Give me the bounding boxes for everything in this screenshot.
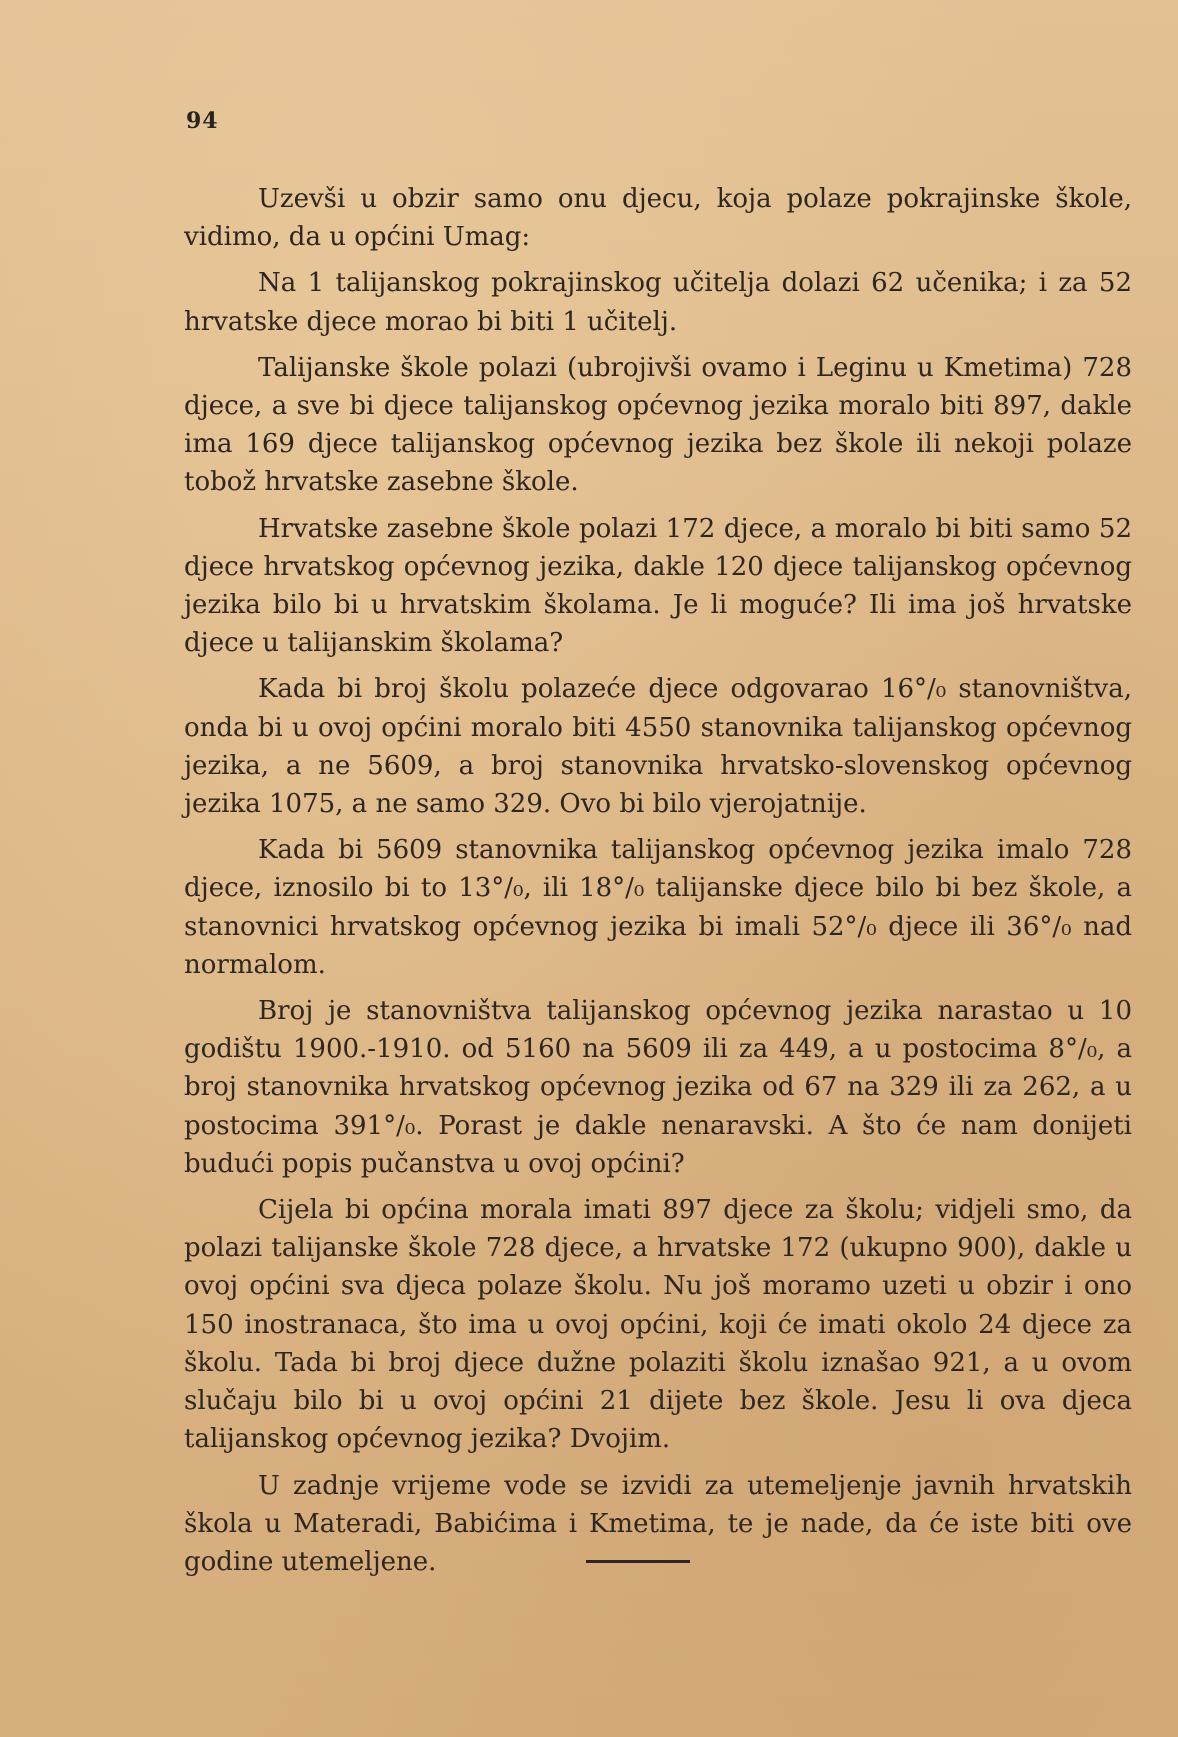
paragraph-1: Uzevši u obzir samo onu djecu, koja polaze pokrajinske škole, vidimo, da u općini Umag: <box>184 184 1132 253</box>
paragraph-6: Kada bi 5609 stanovnika talijanskog općevnog jezika imalo 728 djece, iznosilo bi to 13°/₀, ili 18°/₀ talijanske djece bilo bi bez škole, a stanovnici hrvatskog općevnog jezika bi imali 52°/₀ djece ili 36°/₀ nad normalom. <box>184 835 1132 980</box>
paragraph-8: Cijela bi općina morala imati 897 djece za školu; vidjeli smo, da polazi talijanske škole 728 djece, a hrvatske 172 (ukupno 900), dakle u ovoj općini sva djeca polaze školu. Nu još moramo uzeti u obzir i ono 150 inostranaca, što ima u ovoj općini, koji će imati okolo 24 djece za školu. Tada bi broj djece dužne polaziti školu iznašao 921, a u ovom slučaju bilo bi u ovoj općini 21 dijete bez škole. Jesu li ova djeca talijanskog općevnog jezika? Dvojim. <box>184 1195 1132 1455</box>
page-number: 94 <box>186 108 219 134</box>
paragraph-7: Broj je stanovništva talijanskog općevnog jezika narastao u 10 godištu 1900.-1910. od 5160 na 5609 ili za 449, a u postocima 8°/₀, a broj stanovnika hrvatskog općevnog jezika od 67 na 329 ili za 262, a u postocima 391°/₀. Porast je dakle nenaravski. A što će nam donijeti budući popis pučanstva u ovoj općini? <box>184 996 1132 1179</box>
paragraph-9: U zadnje vrijeme vode se izvidi za utemeljenje javnih hrvatskih škola u Materadi, Babićima i Kmetima, te je nade, da će iste biti ove godine utemeljene. <box>184 1470 1132 1577</box>
paragraph-5: Kada bi broj školu polazeće djece odgovarao 16°/₀ stanovništva, onda bi u ovoj općini moralo biti 4550 stanovnika talijanskog općevnog jezika, a ne 5609, a broj stanovnika hrvatsko-slovenskog općevnog jezika 1075, a ne samo 329. Ovo bi bilo vjerojatnije. <box>184 674 1132 820</box>
paragraph-2: Na 1 talijanskog pokrajinskog učitelja dolazi 62 učenika; i za 52 hrvatske djece morao bi biti 1 učitelj. <box>184 268 1132 337</box>
paragraph-4: Hrvatske zasebne škole polazi 172 djece, a moralo bi biti samo 52 djece hrvatskog općevnog jezika, dakle 120 djece talijanskog općevnog jezika bilo bi u hrvatskim školama. Je li moguće? Ili ima još hrvatske djece u talijanskim školama? <box>184 513 1132 659</box>
paragraph-3: Talijanske škole polazi (ubrojivši ovamo i Leginu u Kmetima) 728 djece, a sve bi djece talijanskog općevnog jezika moralo biti 897, dakle ima 169 djece talijanskog općevnog jezika bez škole ili nekoji polaze tobož hrvatske zasebne škole. <box>184 352 1132 498</box>
section-end-rule <box>586 1560 690 1563</box>
body-text <box>184 180 1132 1589</box>
